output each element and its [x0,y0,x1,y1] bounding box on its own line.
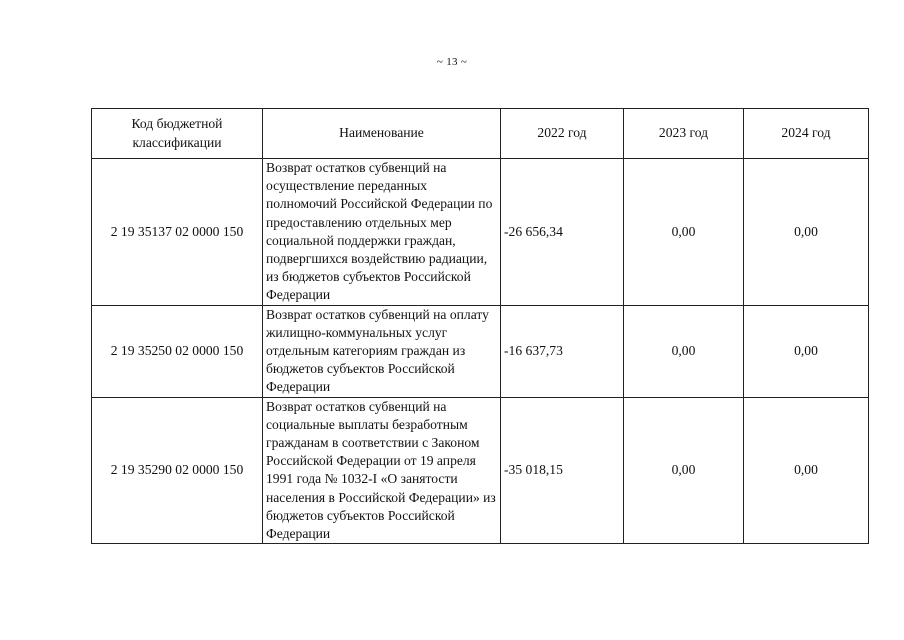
row-code: 2 19 35137 02 0000 150 [92,159,263,306]
row-name: Возврат остатков субвенций на осуществление переданных полномочий Российской Федерации по предоставлению отдельных мер социальной поддержки граждан, подвергшихся воздействию радиации, из бюджетов субъектов Российской Федерации [263,159,501,306]
row-value-2024: 0,00 [744,159,869,306]
table-header-row [92,109,869,159]
row-value-2024: 0,00 [744,305,869,397]
header-2024: 2024 год [744,109,869,159]
row-name: Возврат остатков субвенций на социальные выплаты безработным гражданам в соответствии с Законом Российской Федерации от 19 апреля 1991 года № 1032-I «О занятости населения в Российской Федерации» из бюджетов субъектов Российской Федерации [263,397,501,544]
row-code: 2 19 35250 02 0000 150 [92,305,263,397]
row-code: 2 19 35290 02 0000 150 [92,397,263,544]
row-value-2023: 0,00 [624,305,744,397]
header-2022: 2022 год [501,109,624,159]
row-value-2023: 0,00 [624,159,744,306]
table-row [92,397,869,544]
row-value-2022: -16 637,73 [501,305,624,397]
row-value-2023: 0,00 [624,397,744,544]
header-code: Код бюджетной классификации [92,109,263,159]
budget-table [91,108,869,544]
table-row [92,159,869,306]
row-value-2024: 0,00 [744,397,869,544]
row-value-2022: -35 018,15 [501,397,624,544]
row-name: Возврат остатков субвенций на оплату жилищно-коммунальных услуг отдельным категориям граждан из бюджетов субъектов Российской Федерации [263,305,501,397]
page-number: ~ 13 ~ [436,56,468,68]
row-value-2022: -26 656,34 [501,159,624,306]
header-name: Наименование [263,109,501,159]
table-row [92,305,869,397]
header-2023: 2023 год [624,109,744,159]
